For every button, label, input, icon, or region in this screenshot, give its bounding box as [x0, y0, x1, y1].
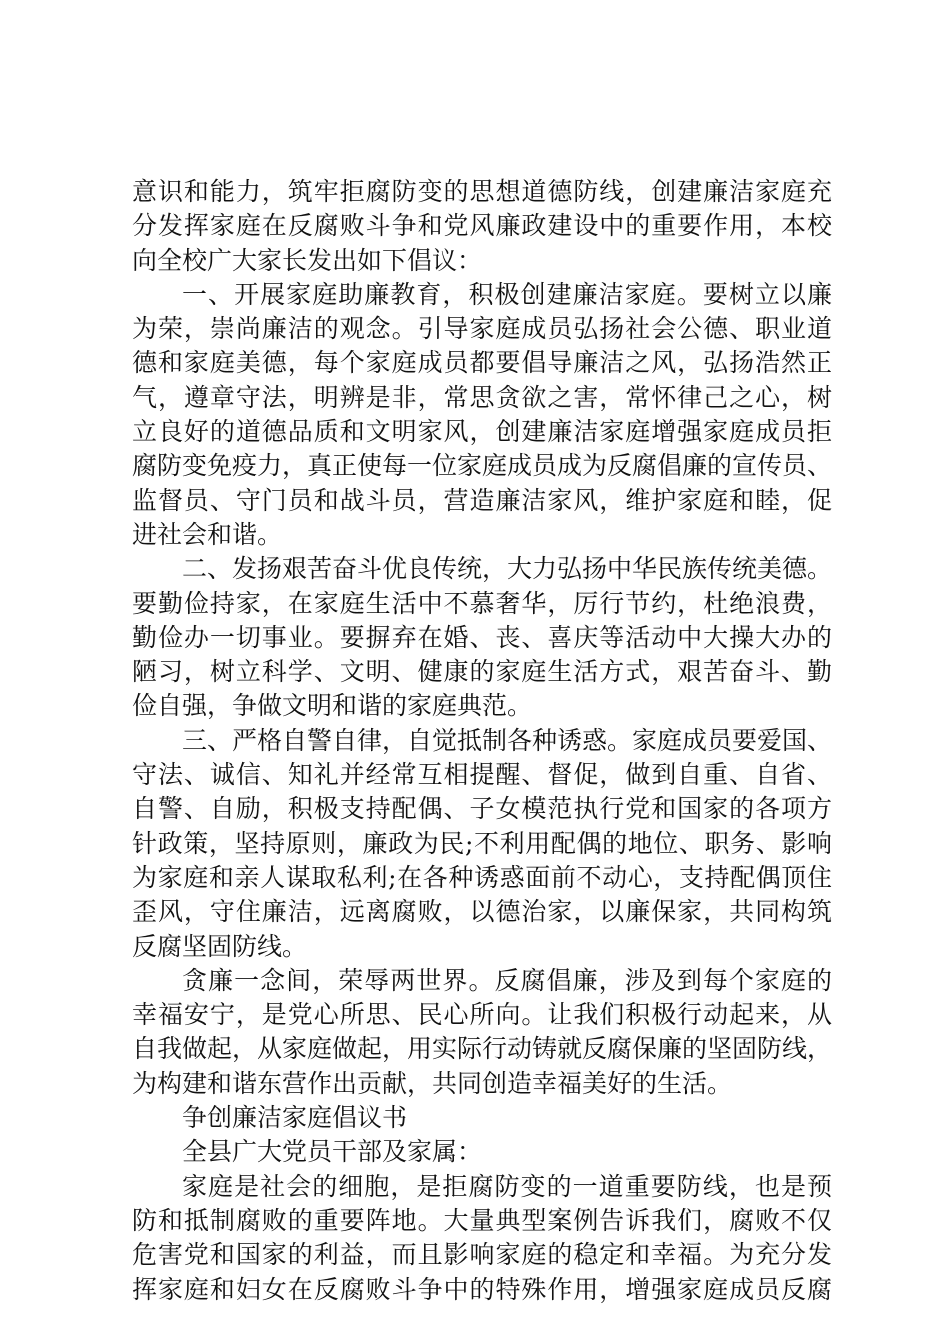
text-line: 陋习，树立科学、文明、健康的家庭生活方式，艰苦奋斗、勤	[132, 657, 832, 687]
text-line: 全县广大党员干部及家属：	[182, 1137, 483, 1167]
text-line: 进社会和谐。	[132, 519, 283, 549]
text-line: 要勤俭持家，在家庭生活中不慕奢华，厉行节约，杜绝浪费，	[132, 588, 832, 618]
text-line: 意识和能力，筑牢拒腐防变的思想道德防线，创建廉洁家庭充	[132, 177, 832, 206]
text-line: 贪廉一念间，荣辱两世界。反腐倡廉，涉及到每个家庭的	[182, 965, 832, 995]
text-line: 为荣，崇尚廉洁的观念。引导家庭成员弘扬社会公德、职业道	[132, 314, 832, 344]
text-line: 反腐坚固防线。	[132, 931, 308, 961]
text-line: 监督员、守门员和战斗员，营造廉洁家风，维护家庭和睦，促	[132, 485, 832, 515]
text-line: 守法、诚信、知礼并经常互相提醒、督促，做到自重、自省、	[132, 760, 832, 790]
text-line: 为构建和谐东营作出贡献，共同创造幸福美好的生活。	[132, 1068, 733, 1098]
text-line: 俭自强，争做文明和谐的家庭典范。	[132, 691, 533, 721]
text-line: 危害党和国家的利益，而且影响家庭的稳定和幸福。为充分发	[132, 1240, 832, 1270]
text-line: 自警、自励，积极支持配偶、子女模范执行党和国家的各项方	[132, 794, 832, 824]
text-line: 防和抵制腐败的重要阵地。大量典型案例告诉我们，腐败不仅	[132, 1205, 832, 1235]
text-line: 德和家庭美德，每个家庭成员都要倡导廉洁之风，弘扬浩然正	[132, 348, 832, 378]
text-line: 自我做起，从家庭做起，用实际行动铸就反腐保廉的坚固防线，	[132, 1034, 832, 1064]
text-line: 立良好的道德品质和文明家风，创建廉洁家庭增强家庭成员拒	[132, 417, 832, 447]
text-line: 歪风，守住廉洁，远离腐败，以德治家，以廉保家，共同构筑	[132, 897, 832, 927]
text-line: 为家庭和亲人谋取私利;在各种诱惑面前不动心，支持配偶顶住	[132, 862, 832, 892]
text-line: 勤俭办一切事业。要摒弃在婚、丧、喜庆等活动中大操大办的	[132, 622, 832, 652]
text-line: 气，遵章守法，明辨是非，常思贪欲之害，常怀律己之心，树	[132, 382, 832, 412]
text-line: 腐防变免疫力，真正使每一位家庭成员成为反腐倡廉的宣传员、	[132, 451, 832, 481]
text-line: 分发挥家庭在反腐败斗争和党风廉政建设中的重要作用，本校	[132, 211, 832, 241]
text-line: 三、严格自警自律，自觉抵制各种诱惑。家庭成员要爱国、	[182, 725, 832, 755]
text-line: 一、开展家庭助廉教育，积极创建廉洁家庭。要树立以廉	[182, 279, 832, 309]
text-line: 家庭是社会的细胞，是拒腐防变的一道重要防线，也是预	[182, 1171, 832, 1201]
text-line: 挥家庭和妇女在反腐败斗争中的特殊作用，增强家庭成员反腐	[132, 1274, 832, 1304]
text-line: 争创廉洁家庭倡议书	[182, 1103, 408, 1133]
text-line: 幸福安宁，是党心所思、民心所向。让我们积极行动起来，从	[132, 1000, 832, 1030]
document-body	[132, 175, 832, 1307]
text-line: 向全校广大家长发出如下倡议：	[132, 245, 483, 275]
text-line: 针政策，坚持原则，廉政为民;不利用配偶的地位、职务、影响	[132, 828, 832, 858]
text-line: 二、发扬艰苦奋斗优良传统，大力弘扬中华民族传统美德。	[182, 554, 832, 584]
